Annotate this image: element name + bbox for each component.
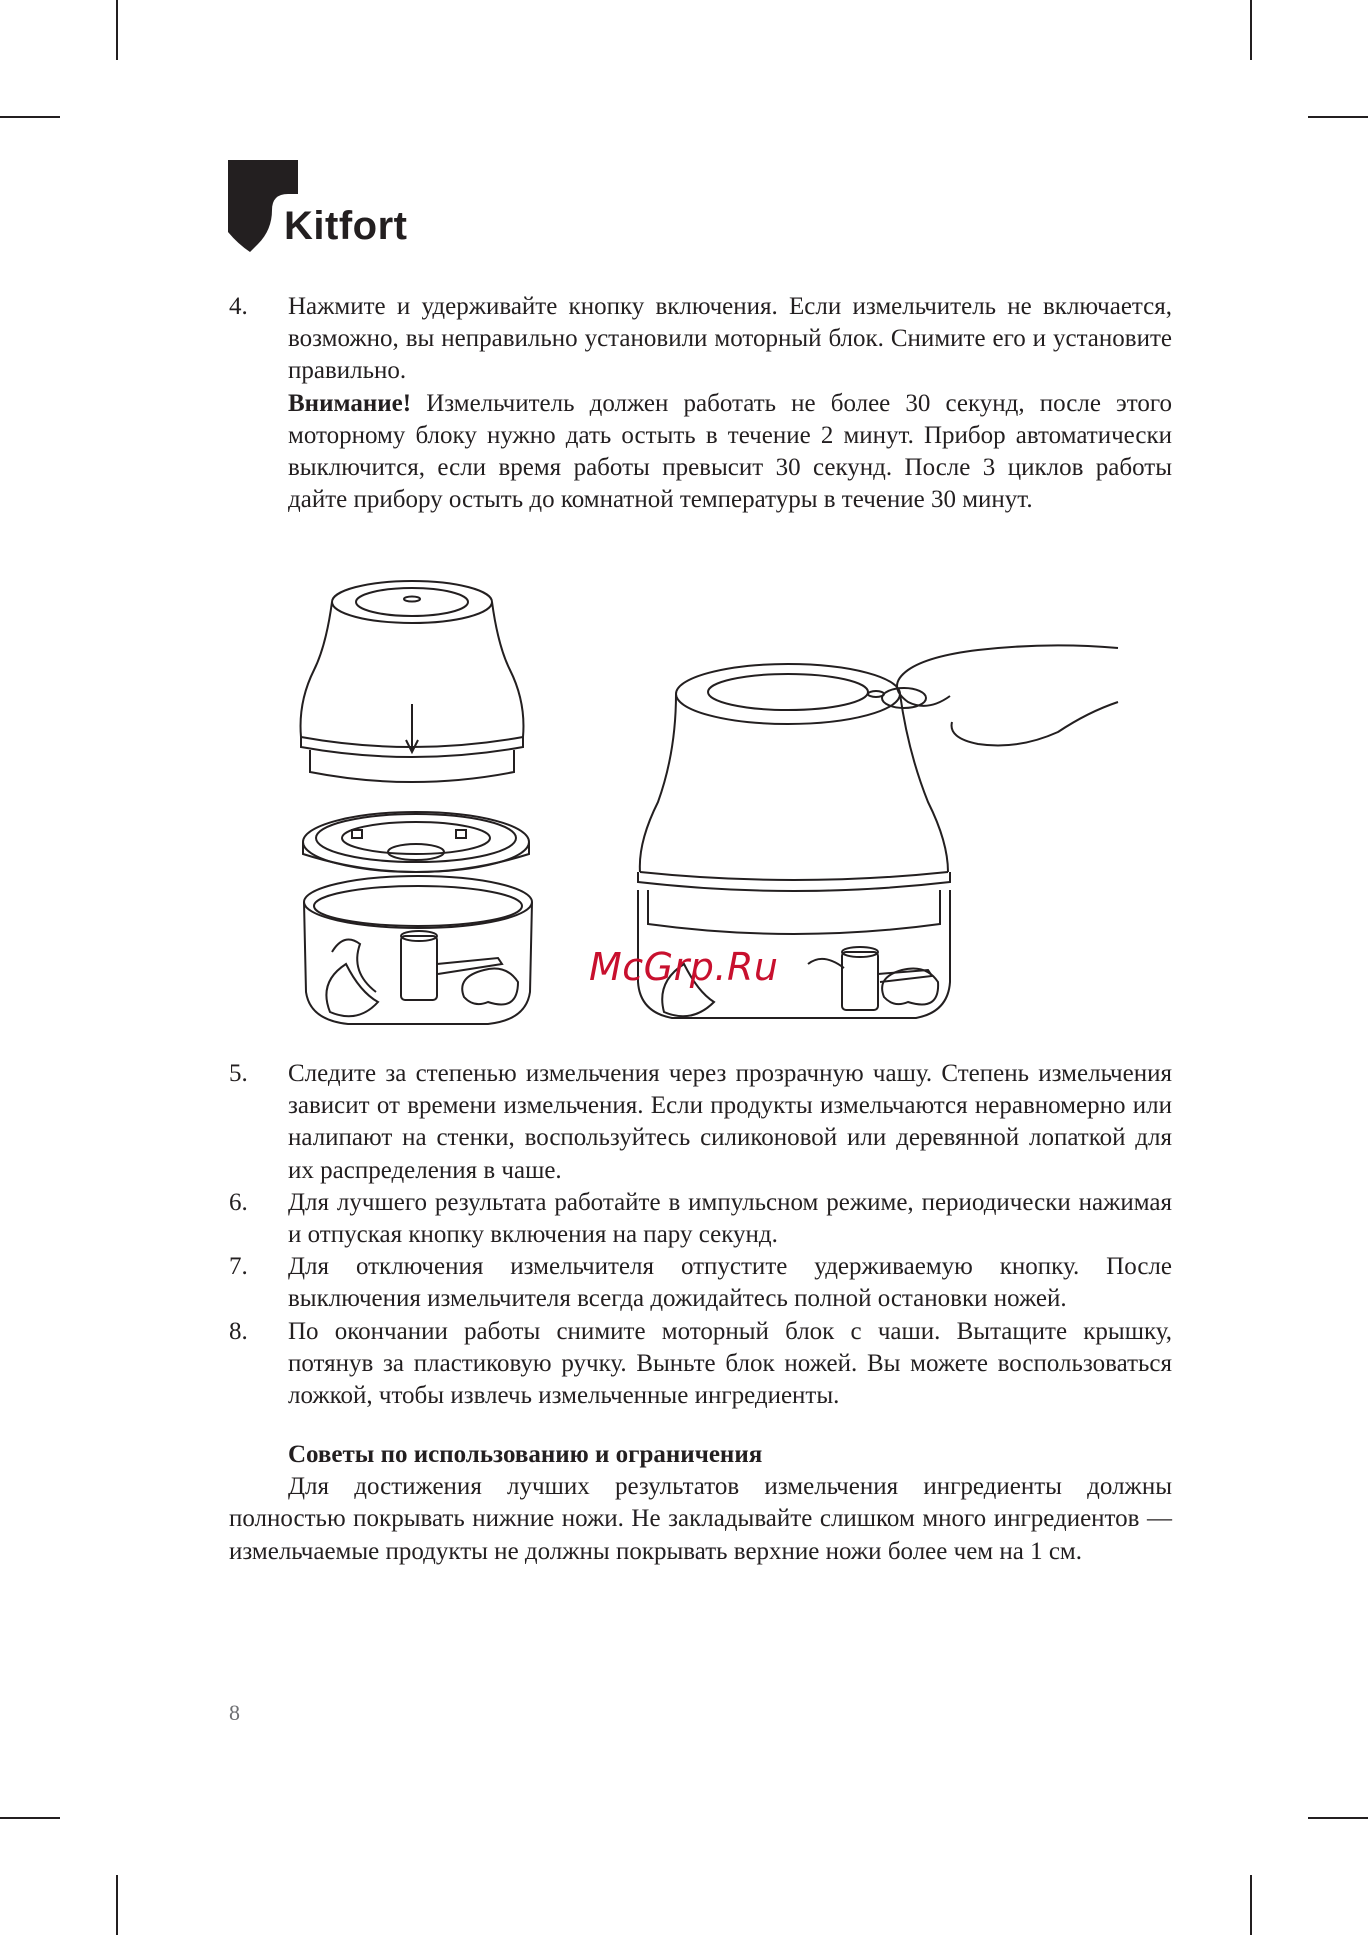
list-item [229, 1187, 1172, 1251]
crop-mark [1308, 116, 1368, 118]
step-number: 7. [229, 1253, 248, 1281]
crop-mark [1250, 0, 1252, 60]
step-number: 8. [229, 1317, 248, 1345]
step-text: По окончании работы снимите моторный блок с чаши. Вытащите крышку, потянув за пластиковую ручку. Выньте блок ножей. Вы можете воспользоваться ложкой, чтобы извлечь измельченные ингредиенты. [288, 1317, 1172, 1410]
bowl-drawing [304, 876, 532, 1024]
tips-paragraph: Для достижения лучших результатов измельчения ингредиенты должны полностью покрывать нижние ножи. Не закладывайте слишком много ингредиентов — измельчаемые продукты не должны покрывать верхние ножи более чем на 1 см. [229, 1473, 1172, 1565]
tips-section [229, 1439, 1172, 1568]
brand-name: Kitfort [284, 204, 408, 248]
crop-mark [0, 116, 60, 118]
page-number: 8 [229, 1700, 240, 1725]
step-number: 4. [229, 293, 248, 320]
crop-mark [0, 1817, 60, 1819]
list-item [229, 1251, 1172, 1315]
warning-text: Измельчитель должен работать не более 30 секунд, после этого моторному блоку нужно дать остыть в течение 2 минут. Прибор автоматически выключится, если время работы превысит 30 секунд. После 3 циклов работы дайте прибору остыть до комнатной температуры в течение 30 минут. [288, 389, 1172, 514]
lid-drawing [303, 812, 529, 872]
list-item [229, 1316, 1172, 1413]
crop-mark [116, 0, 118, 60]
list-item [229, 291, 1172, 516]
step-number: 5. [229, 1060, 248, 1087]
steps-top-list [229, 291, 1172, 516]
step-text: Нажмите и удерживайте кнопку включения. Если измельчитель не включается, возможно, вы неправильно установили моторный блок. Снимите его и установите правильно. [288, 293, 1172, 385]
crop-mark [116, 1875, 118, 1935]
step-text: Для лучшего результата работайте в импульсном режиме, периодически нажимая и отпуская кнопку включения на пару секунд. [288, 1188, 1172, 1249]
warning-note [288, 388, 1172, 517]
steps-bottom-list [229, 1058, 1172, 1412]
list-item [229, 1058, 1172, 1187]
crop-mark [1308, 1817, 1368, 1819]
brand-logo [228, 160, 448, 256]
step-text: Следите за степенью измельчения через прозрачную чашу. Степень измельчения зависит от времени измельчения. Если продукты измельчаются неравномерно или налипают на стенки, воспользуйтесь силиконовой или деревянной лопаткой для их распределения в чаше. [288, 1060, 1172, 1184]
crop-mark [1250, 1875, 1252, 1935]
motor-unit-drawing [301, 581, 524, 782]
step-number: 6. [229, 1188, 248, 1216]
watermark: McGrp.Ru [589, 945, 779, 989]
section-heading: Советы по использованию и ограничения [288, 1441, 763, 1468]
warning-label: Внимание! [288, 389, 412, 417]
step-text: Для отключения измельчителя отпустите удерживаемую кнопку. После выключения измельчителя всегда дожидайтесь полной остановки ножей. [288, 1253, 1172, 1313]
